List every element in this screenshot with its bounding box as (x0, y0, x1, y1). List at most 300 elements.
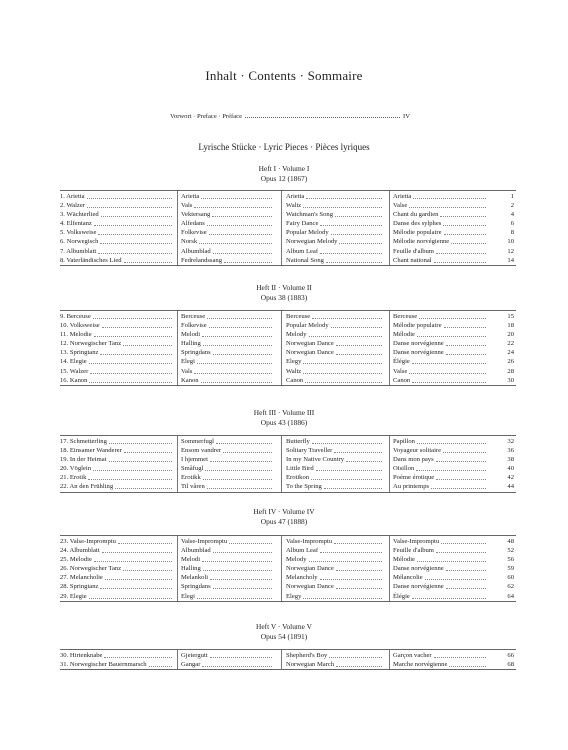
title-cell (181, 228, 274, 237)
piece-title: Vals (181, 202, 193, 210)
piece-title: 1. Arietta (60, 193, 85, 200)
piece-title: Halling (181, 565, 201, 573)
title-cell (393, 192, 488, 201)
table-row[interactable] (60, 437, 516, 446)
piece-title: Springdans (181, 349, 211, 357)
leader-dots (324, 488, 382, 489)
title-cell (393, 201, 488, 210)
title-cell (286, 219, 384, 228)
title-cell (181, 446, 274, 455)
leader-dots (446, 345, 486, 346)
title-cell (393, 564, 488, 573)
table-row[interactable] (60, 210, 516, 219)
page-number: 1 (510, 193, 514, 200)
piece-title: Albumblad (181, 247, 211, 255)
table-row[interactable] (60, 592, 516, 601)
opus-line: Opus 12 (1867) (260, 174, 308, 183)
title-cell (393, 256, 488, 265)
piece-title: Mélodie populaire (393, 322, 442, 330)
page-number: 64 (507, 592, 514, 600)
title-cell (181, 473, 274, 482)
piece-title: Shepherd's Boy (286, 652, 328, 659)
leader-dots (118, 543, 172, 544)
page-number: 66 (507, 652, 514, 659)
table-row[interactable] (60, 376, 516, 385)
leader-dots (303, 363, 382, 364)
leader-dots (329, 657, 382, 658)
piece-title: Valse-Impromptu (181, 538, 228, 545)
leader-dots (331, 234, 382, 235)
volume-heading (0, 408, 568, 428)
title-cell (393, 651, 488, 660)
table-row[interactable] (60, 321, 516, 330)
title-cell (286, 237, 384, 246)
title-cell (181, 348, 274, 357)
title-cell (60, 582, 174, 591)
leader-dots (434, 262, 486, 263)
volume-title: Heft I · Volume I (258, 164, 310, 173)
leader-dots (100, 354, 172, 355)
volume-heading (0, 507, 568, 527)
leader-dots (194, 207, 272, 208)
title-cell (60, 210, 174, 219)
title-cell (181, 437, 274, 446)
leader-dots (207, 488, 272, 489)
title-cell (393, 455, 488, 464)
table-row[interactable] (60, 330, 516, 339)
leader-dots (449, 666, 486, 667)
title-cell (60, 237, 174, 246)
piece-title: Valse (393, 202, 408, 210)
piece-title: Ensom vandrer (181, 447, 222, 455)
title-cell (286, 555, 384, 564)
leader-dots (419, 318, 486, 319)
title-cell (393, 582, 488, 591)
leader-dots (212, 216, 272, 217)
title-cell (393, 210, 488, 219)
piece-title: 17. Schmetterling (60, 438, 107, 445)
title-cell (60, 357, 174, 366)
title-cell (60, 482, 174, 491)
title-cell (393, 330, 488, 339)
leader-dots (320, 579, 383, 580)
leader-dots (104, 657, 172, 658)
title-cell (286, 564, 384, 573)
piece-title: 16. Kanon (60, 376, 88, 384)
title-cell (60, 228, 174, 237)
title-cell (393, 464, 488, 473)
table-row[interactable] (60, 464, 516, 473)
leader-dots (94, 561, 172, 562)
title-cell (393, 546, 488, 555)
leader-dots (201, 198, 272, 199)
piece-title: Popular Melody (286, 322, 329, 330)
piece-title: Voyageur solitaire (393, 447, 442, 455)
opus-line: Opus 54 (1891) (260, 632, 308, 641)
leader-dots (451, 243, 486, 244)
leader-dots (224, 262, 272, 263)
leader-dots (436, 253, 486, 254)
title-cell (181, 367, 274, 376)
piece-title: 15. Walzer (60, 367, 89, 375)
leader-dots (207, 225, 272, 226)
leader-dots (416, 470, 486, 471)
title-cell (181, 339, 274, 348)
leader-dots (443, 225, 486, 226)
leader-dots (209, 234, 272, 235)
leader-dots (94, 225, 172, 226)
title-cell (181, 192, 274, 201)
table-row[interactable] (60, 228, 516, 237)
table-row[interactable] (60, 357, 516, 366)
volume-title: Heft III · Volume III (253, 408, 315, 417)
leader-dots (149, 666, 172, 667)
table-row[interactable] (60, 192, 516, 201)
leader-dots (245, 117, 400, 118)
leader-dots (326, 262, 382, 263)
title-cell (286, 228, 384, 237)
piece-title: Halling (181, 340, 201, 348)
piece-title: Gjetergutt (181, 652, 208, 659)
piece-title: 28. Springtanz (60, 583, 99, 591)
title-cell (393, 367, 488, 376)
piece-title: Norwegian Dance (286, 565, 334, 573)
piece-title: Folkevise (181, 229, 207, 237)
leader-dots (434, 657, 486, 658)
piece-title: Berceuse (393, 313, 418, 320)
piece-title: Gangar (181, 661, 201, 669)
title-cell (393, 247, 488, 256)
leader-dots (303, 598, 382, 599)
volume-table (60, 310, 516, 386)
page-number: 60 (507, 574, 514, 582)
title-cell (286, 210, 384, 219)
leader-dots (331, 327, 382, 328)
piece-title: Danse norvégienne (393, 340, 444, 348)
leader-dots (124, 452, 172, 453)
title-cell (181, 464, 274, 473)
leader-dots (320, 552, 382, 553)
piece-title: 31. Norwegischer Bauernmarsch (60, 661, 147, 669)
title-cell (286, 455, 384, 464)
leader-dots (210, 461, 272, 462)
piece-title: Danse norvégienne (393, 349, 444, 357)
title-cell (60, 256, 174, 265)
page-number: 15 (507, 313, 514, 320)
page-number: 48 (507, 538, 514, 545)
table-row[interactable] (60, 573, 516, 582)
title-cell (286, 357, 384, 366)
volume-table (60, 535, 516, 602)
title-cell (286, 573, 384, 582)
piece-title: National Song (286, 256, 324, 264)
title-cell (60, 339, 174, 348)
leader-dots (88, 479, 172, 480)
page-number: 24 (507, 349, 514, 357)
piece-title: Chant national (393, 256, 432, 264)
table-row[interactable] (60, 582, 516, 591)
title-cell (60, 564, 174, 573)
table-row[interactable] (60, 660, 516, 669)
leader-dots (89, 382, 172, 383)
leader-dots (334, 543, 382, 544)
table-row[interactable] (60, 367, 516, 376)
volume-heading (0, 164, 568, 184)
title-cell (60, 321, 174, 330)
title-cell (286, 330, 384, 339)
table-row[interactable] (60, 455, 516, 464)
piece-title: Chant du gardien (393, 211, 439, 219)
leader-dots (216, 443, 272, 444)
title-cell (286, 546, 384, 555)
title-cell (393, 482, 488, 491)
volume-table (60, 649, 516, 670)
page-number: 59 (507, 565, 514, 573)
leader-dots (444, 234, 486, 235)
piece-title: Waltz (286, 202, 302, 210)
leader-dots (213, 354, 272, 355)
piece-title: 30. Hirtenknabe (60, 652, 103, 659)
title-cell (286, 348, 384, 357)
table-row[interactable] (60, 473, 516, 482)
title-cell (181, 330, 274, 339)
leader-dots (199, 243, 272, 244)
title-cell (181, 312, 274, 321)
leader-dots (213, 552, 272, 553)
leader-dots (446, 570, 486, 571)
leader-dots (89, 598, 172, 599)
table-row[interactable] (60, 339, 516, 348)
piece-title: Mélancolie (393, 574, 423, 582)
title-cell (60, 446, 174, 455)
leader-dots (431, 488, 486, 489)
title-cell (60, 651, 174, 660)
piece-title: Arietta (286, 193, 305, 200)
page-number: 10 (507, 238, 514, 246)
piece-title: Solitary Traveller (286, 447, 333, 455)
piece-title: Butterfly (286, 438, 310, 445)
title-cell (393, 376, 488, 385)
table-row[interactable] (60, 237, 516, 246)
title-cell (181, 660, 274, 669)
leader-dots (336, 588, 382, 589)
title-cell (393, 473, 488, 482)
volume-table (60, 190, 516, 266)
piece-title: Dans mon pays (393, 456, 434, 464)
table-row[interactable] (60, 219, 516, 228)
leader-dots (312, 318, 382, 319)
title-cell (60, 330, 174, 339)
piece-title: Mélodie (393, 331, 415, 339)
piece-title: 26. Norwegischer Tanz (60, 565, 122, 573)
piece-title: Valse-Impromptu (393, 538, 440, 545)
table-row[interactable] (60, 312, 516, 321)
piece-title: Folkevise (181, 322, 207, 330)
table-row[interactable] (60, 256, 516, 265)
title-cell (60, 376, 174, 385)
piece-title: 7. Albumblatt (60, 247, 97, 255)
piece-title: Vals (181, 367, 193, 375)
title-cell (60, 367, 174, 376)
leader-dots (346, 461, 382, 462)
title-cell (286, 201, 384, 210)
title-cell (60, 592, 174, 601)
title-cell (60, 546, 174, 555)
piece-title: Papillon (393, 438, 415, 445)
page-number: 26 (507, 358, 514, 366)
page-number: 20 (507, 331, 514, 339)
title-cell (181, 573, 274, 582)
leader-dots (436, 552, 486, 553)
leader-dots (335, 216, 382, 217)
piece-title: Norwegian Dance (286, 583, 334, 591)
page-number: 28 (507, 367, 514, 375)
leader-dots (436, 461, 486, 462)
title-cell (286, 651, 384, 660)
title-cell (60, 660, 174, 669)
leader-dots (109, 443, 172, 444)
leader-dots (417, 336, 486, 337)
volume-heading (0, 283, 568, 303)
leader-dots (123, 345, 172, 346)
table-row[interactable] (60, 348, 516, 357)
piece-title: 3. Wächterlied (60, 211, 99, 219)
title-cell (60, 473, 174, 482)
leader-dots (203, 570, 272, 571)
piece-title: Feuille d'album (393, 247, 434, 255)
piece-title: Arietta (393, 193, 412, 200)
piece-title: 29. Elegie (60, 592, 87, 600)
piece-title: 8. Vaterländisches Lied (60, 256, 122, 264)
page-number: 22 (507, 340, 514, 348)
piece-title: Erotikk (181, 474, 201, 482)
piece-title: Valse-Impromptu (286, 538, 333, 545)
piece-title: Elegy (286, 358, 302, 366)
title-cell (286, 482, 384, 491)
piece-title: To the Spring (286, 483, 322, 491)
table-row[interactable] (60, 546, 516, 555)
table-row[interactable] (60, 555, 516, 564)
leader-dots (109, 461, 172, 462)
leader-dots (203, 479, 272, 480)
leader-dots (87, 198, 172, 199)
title-cell (181, 582, 274, 591)
leader-dots (101, 216, 172, 217)
opus-line: Opus 43 (1886) (260, 418, 308, 427)
lyric-pieces-title: Lyrische Stücke · Lyric Pieces · Pièces lyriques (198, 142, 370, 152)
piece-title: Småfugl (181, 465, 204, 473)
title-cell (181, 237, 274, 246)
piece-title: Berceuse (286, 313, 311, 320)
page-number: 6 (510, 220, 514, 228)
page-number: 8 (510, 229, 514, 237)
table-row[interactable] (60, 446, 516, 455)
leader-dots (336, 666, 382, 667)
title-cell (286, 446, 384, 455)
page-number: 52 (507, 547, 514, 555)
piece-title: 10. Volksweise (60, 322, 100, 330)
page-number: 4 (510, 211, 514, 219)
title-cell (60, 312, 174, 321)
title-cell (393, 312, 488, 321)
leader-dots (105, 579, 172, 580)
piece-title: Élégie (393, 592, 410, 600)
leader-dots (98, 253, 172, 254)
title-cell (286, 537, 384, 546)
title-cell (60, 464, 174, 473)
table-row[interactable] (60, 201, 516, 210)
piece-title: Danse norvégienne (393, 565, 444, 573)
title-cell (286, 312, 384, 321)
table-row[interactable] (60, 651, 516, 660)
title-cell (286, 247, 384, 256)
piece-title: Melody (286, 556, 307, 564)
leader-dots (425, 579, 486, 580)
leader-dots (320, 253, 382, 254)
leader-dots (205, 470, 272, 471)
leader-dots (202, 561, 272, 562)
title-cell (181, 455, 274, 464)
leader-dots (409, 207, 486, 208)
title-cell (393, 357, 488, 366)
volume-title: Heft V · Volume V (256, 622, 312, 631)
page-number: 32 (507, 438, 514, 445)
leader-dots (312, 443, 382, 444)
piece-title: 9. Berceuse (60, 313, 91, 320)
table-row[interactable] (60, 482, 516, 491)
piece-title: Melodi (181, 556, 201, 564)
piece-title: Garçon vacher (393, 652, 432, 659)
piece-title: Little Bird (286, 465, 314, 473)
title-cell (286, 339, 384, 348)
piece-title: Album Leaf (286, 247, 319, 255)
piece-title: 11. Melodie (60, 331, 92, 339)
leader-dots (440, 216, 486, 217)
title-cell (393, 555, 488, 564)
leader-dots (446, 588, 486, 589)
leader-dots (417, 443, 486, 444)
leader-dots (197, 598, 272, 599)
title-cell (181, 210, 274, 219)
title-cell (286, 256, 384, 265)
title-cell (181, 201, 274, 210)
piece-title: 20. Vöglein (60, 465, 92, 473)
page-number: 56 (507, 556, 514, 564)
piece-title: 12. Norwegischer Tanz (60, 340, 122, 348)
leader-dots (100, 243, 172, 244)
leader-dots (303, 207, 382, 208)
vorwort-entry[interactable] (170, 113, 410, 120)
leader-dots (89, 363, 172, 364)
leader-dots (90, 373, 172, 374)
title-cell (393, 228, 488, 237)
title-cell (181, 651, 274, 660)
piece-title: Élégie (393, 358, 410, 366)
leader-dots (123, 570, 172, 571)
piece-title: 4. Elfentanz (60, 220, 92, 228)
table-row[interactable] (60, 564, 516, 573)
vorwort-page: IV (403, 113, 410, 120)
piece-title: Alfedans (181, 220, 205, 228)
piece-title: Norwegian Dance (286, 349, 334, 357)
table-row[interactable] (60, 537, 516, 546)
piece-title: Mélodie (393, 556, 415, 564)
piece-title: Mélodie populaire (393, 229, 442, 237)
piece-title: Canon (286, 376, 304, 384)
table-row[interactable] (60, 247, 516, 256)
leader-dots (210, 657, 272, 658)
leader-dots (334, 452, 382, 453)
